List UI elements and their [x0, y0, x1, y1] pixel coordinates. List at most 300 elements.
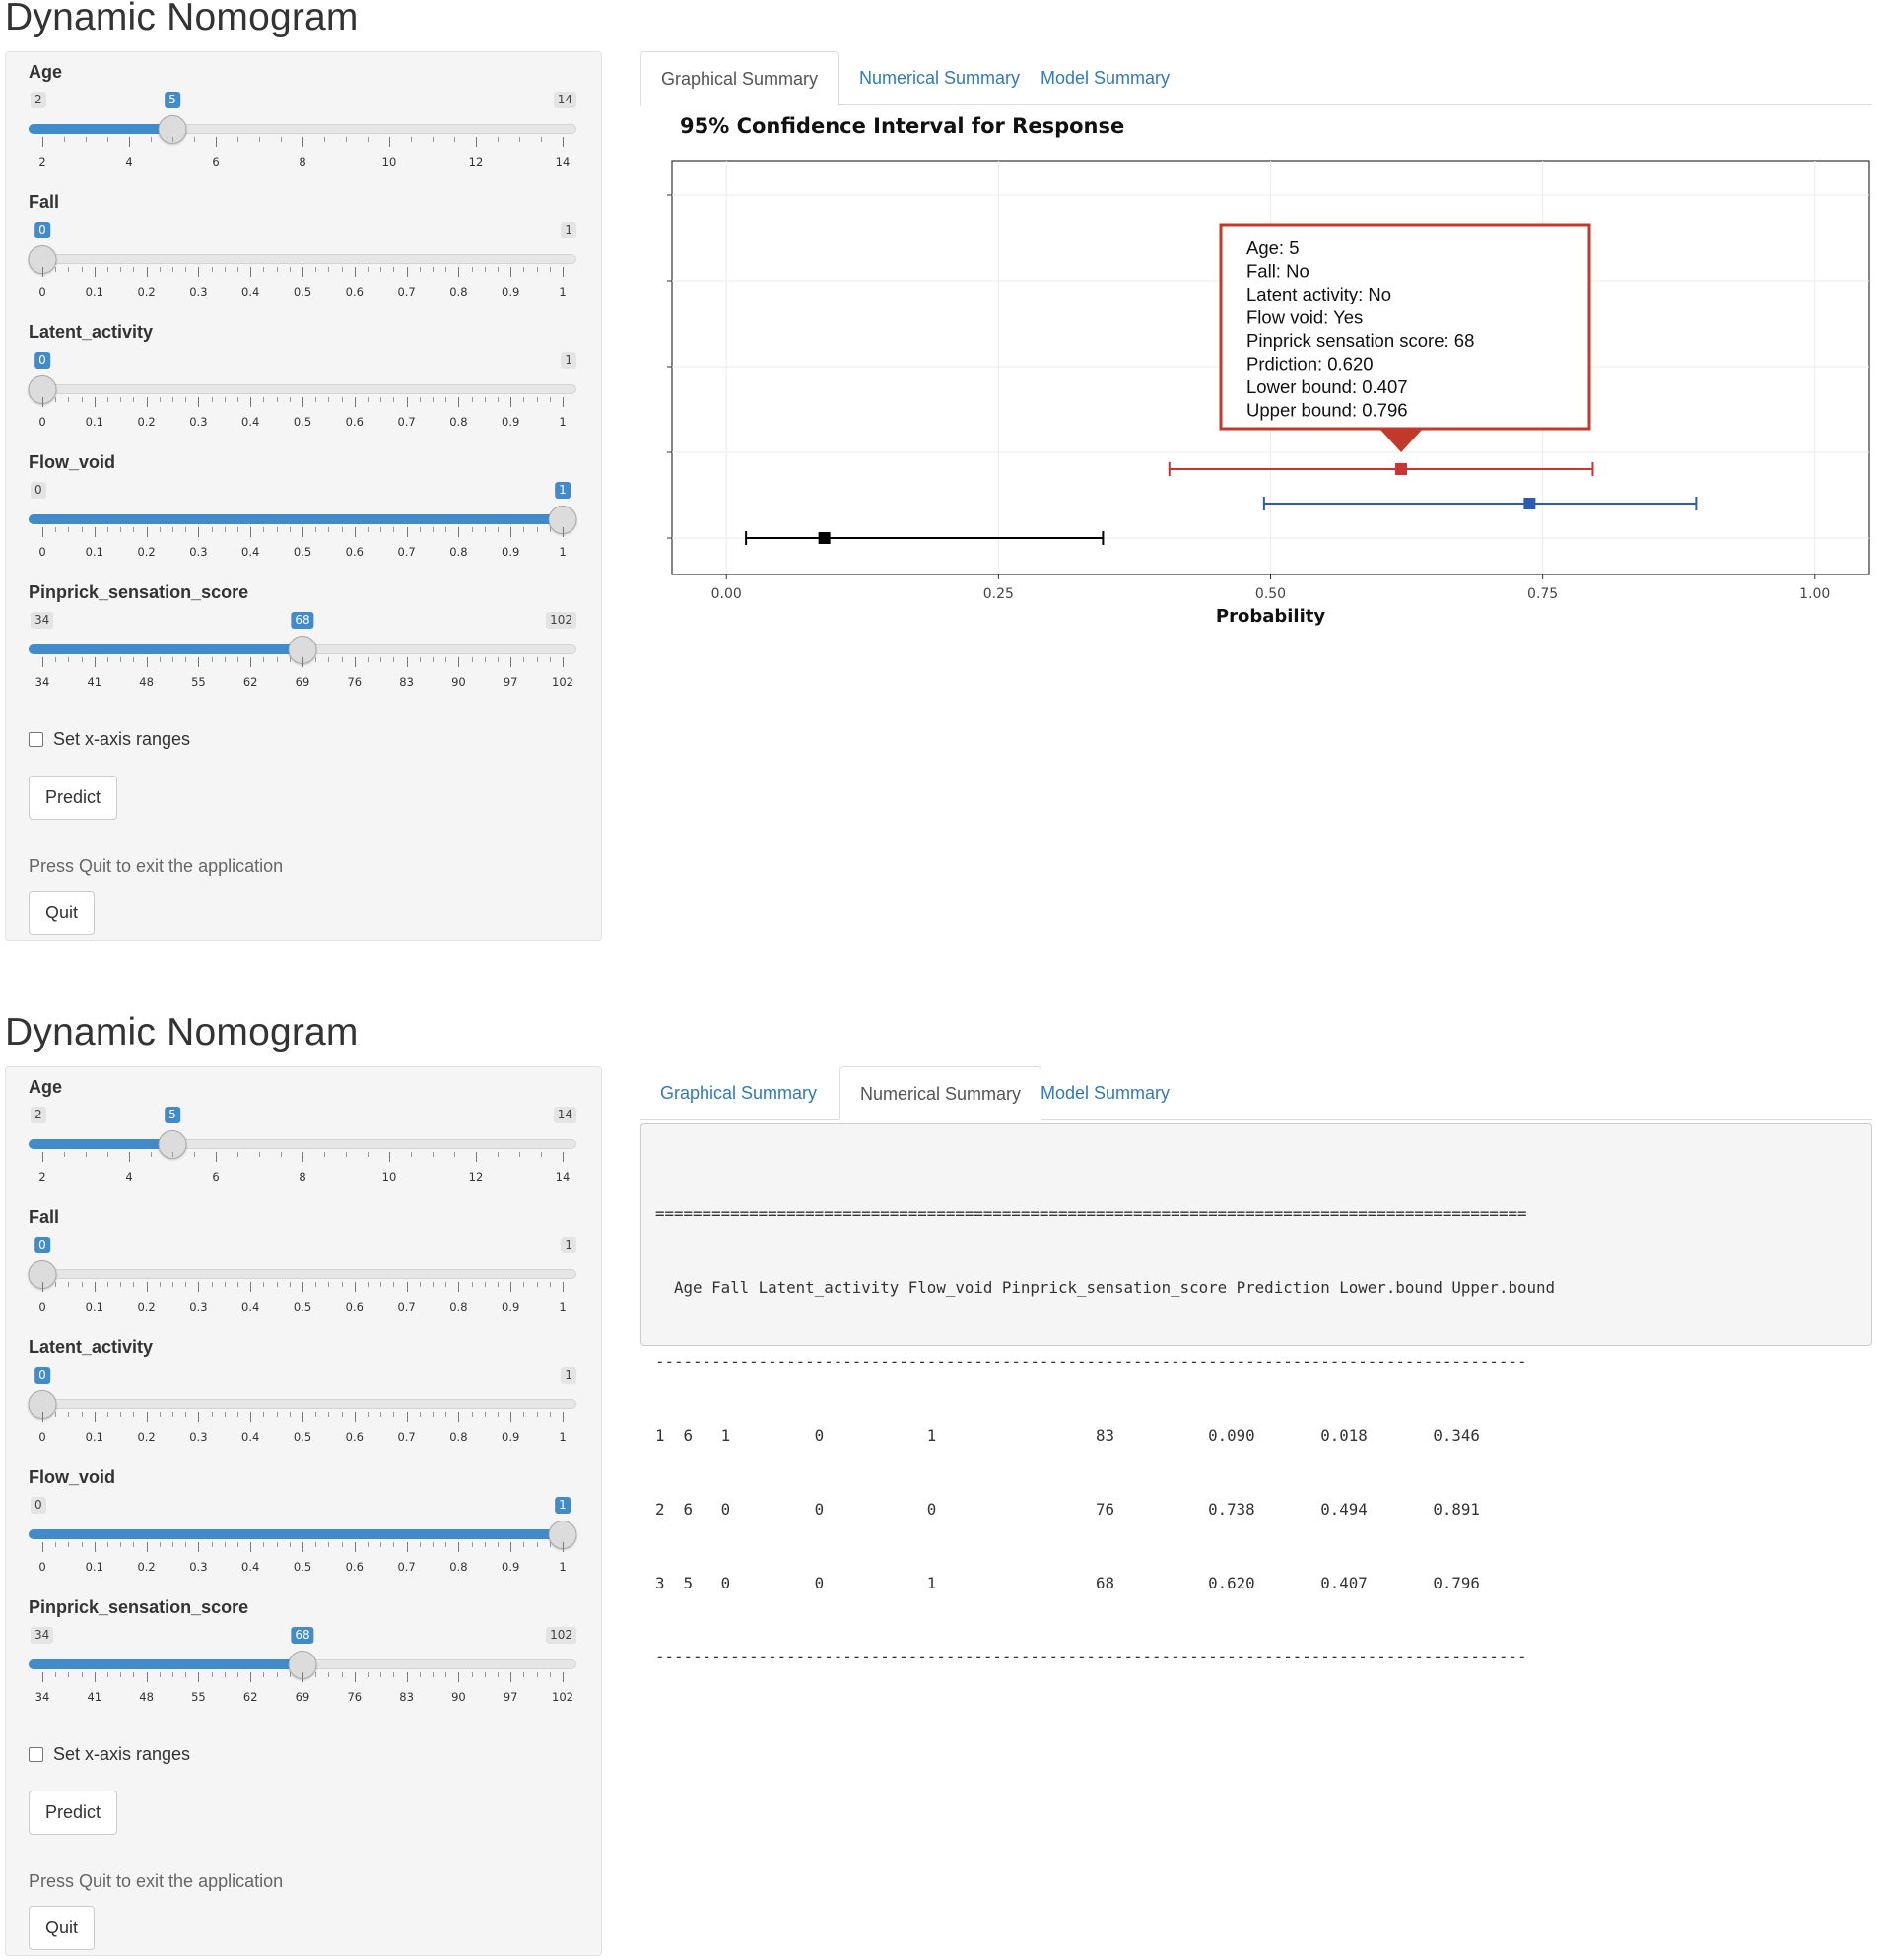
slider-tick	[485, 1412, 486, 1417]
slider-tick	[68, 1282, 69, 1287]
slider-tick	[472, 657, 473, 662]
tab-model-summary[interactable]: Model Summary	[1041, 1083, 1171, 1103]
slider-tick	[212, 1672, 213, 1677]
slider-tick	[498, 1542, 499, 1547]
tooltip-line: Fall: No	[1246, 260, 1309, 282]
slider-tick	[550, 1412, 551, 1417]
slider-tick	[355, 1412, 356, 1422]
slider-tick	[55, 1672, 56, 1677]
slider-tick	[290, 657, 291, 662]
set-x-axis-ranges-checkbox[interactable]	[29, 732, 43, 747]
slider-tick-label: 0.7	[397, 545, 416, 559]
slider-tick	[433, 137, 434, 142]
slider-tick	[368, 1542, 369, 1547]
slider-tick-label: 0	[38, 285, 46, 299]
quit-button[interactable]: Quit	[29, 1906, 95, 1950]
slider-tick	[55, 1542, 56, 1547]
slider-value-badge: 0	[34, 1237, 50, 1253]
slider-tick	[355, 1672, 356, 1682]
slider-tick	[42, 1282, 43, 1292]
slider-tick	[147, 1672, 148, 1682]
slider-tick	[95, 1412, 96, 1422]
slider-tick	[68, 1542, 69, 1547]
slider-tick	[563, 397, 564, 407]
slider-tick-label: 41	[87, 1690, 102, 1704]
slider-tick	[302, 527, 303, 537]
slider-tick	[368, 137, 369, 142]
slider-tick	[147, 1282, 148, 1292]
slider-tick	[42, 657, 43, 667]
slider-tick	[250, 1542, 251, 1552]
slider-flow-void[interactable]	[29, 452, 576, 580]
slider-tick	[259, 137, 260, 142]
table-row: 1 6 1 0 1 83 0.090 0.018 0.346	[655, 1426, 1480, 1445]
predict-button[interactable]: Predict	[29, 776, 117, 820]
slider-track[interactable]	[29, 1399, 576, 1409]
predict-button[interactable]: Predict	[29, 1791, 117, 1835]
slider-tick	[380, 397, 381, 402]
slider-tick	[68, 657, 69, 662]
slider-tick	[172, 267, 173, 272]
slider-tick	[563, 1152, 564, 1162]
slider-tick	[523, 267, 524, 272]
slider-ticks	[29, 1542, 576, 1554]
slider-tick	[537, 527, 538, 532]
slider-tick	[107, 657, 108, 662]
slider-tick	[393, 1542, 394, 1547]
slider-tick	[160, 397, 161, 402]
slider-tick	[458, 527, 459, 537]
slider-tick	[302, 1672, 303, 1682]
slider-tick	[107, 1282, 108, 1287]
slider-tick	[42, 137, 43, 147]
slider-tick	[328, 1412, 329, 1417]
slider-tick	[185, 657, 186, 662]
slider-tick-label: 0.7	[397, 415, 416, 429]
slider-ticks	[29, 397, 576, 409]
set-x-axis-ranges-row[interactable]	[29, 728, 324, 750]
slider-tick	[160, 1412, 161, 1417]
slider-tick	[420, 657, 421, 662]
slider-tick-label: 0.7	[397, 285, 416, 299]
slider-tick	[420, 1672, 421, 1677]
slider-tick-label: 0.5	[293, 1430, 312, 1444]
slider-tick	[172, 1542, 173, 1547]
tab-numerical-summary[interactable]: Numerical Summary	[859, 68, 1021, 88]
slider-tick	[393, 1672, 394, 1677]
slider-tick	[237, 267, 238, 272]
slider-track[interactable]	[29, 1269, 576, 1279]
slider-tick	[380, 657, 381, 662]
slider-tick	[472, 1282, 473, 1287]
slider-tick	[498, 267, 499, 272]
slider-tick	[433, 657, 434, 662]
slider-pinprick-sensation-score[interactable]	[29, 1597, 576, 1725]
slider-tick	[380, 1542, 381, 1547]
slider-tick-label: 0.8	[449, 1430, 468, 1444]
slider-tick	[445, 1412, 446, 1417]
slider-tick-label: 69	[295, 1690, 310, 1704]
slider-tick	[498, 1412, 499, 1417]
slider-tick	[510, 527, 511, 537]
tooltip-line: Prdiction: 0.620	[1246, 353, 1374, 374]
slider-tick	[212, 1282, 213, 1287]
slider-latent-activity[interactable]	[29, 322, 576, 450]
slider-tick	[368, 397, 369, 402]
slider-tick-label: 12	[468, 1170, 484, 1183]
bottom-app	[0, 1011, 1880, 1960]
slider-tick	[537, 1542, 538, 1547]
slider-pinprick-sensation-score[interactable]	[29, 582, 576, 710]
slider-tick	[420, 267, 421, 272]
slider-track[interactable]	[29, 384, 576, 394]
slider-tick	[433, 397, 434, 402]
slider-tick	[82, 1282, 83, 1287]
slider-flow-void[interactable]	[29, 1467, 576, 1595]
slider-latent-activity[interactable]	[29, 1337, 576, 1465]
slider-tick-label: 0.9	[502, 285, 520, 299]
slider-tick	[95, 657, 96, 667]
slider-tick	[107, 1152, 108, 1157]
slider-tick	[510, 657, 511, 667]
slider-max-badge: 14	[554, 92, 576, 108]
slider-tick	[250, 527, 251, 537]
slider-tick	[290, 1412, 291, 1417]
slider-tick	[277, 527, 278, 532]
slider-tick	[393, 397, 394, 402]
slider-tick-label: 0.2	[137, 1560, 156, 1574]
slider-label: Flow_void	[29, 452, 116, 472]
slider-tick	[263, 657, 264, 662]
slider-tick	[550, 1542, 551, 1547]
slider-tick	[342, 1542, 343, 1547]
slider-tick	[290, 1282, 291, 1287]
slider-tick	[420, 527, 421, 532]
slider-tick	[225, 1542, 226, 1547]
slider-tick	[563, 657, 564, 667]
slider-tick-label: 0.2	[137, 545, 156, 559]
slider-tick	[290, 1542, 291, 1547]
slider-tick	[212, 527, 213, 532]
slider-tick	[172, 1412, 173, 1417]
slider-tick-label: 0.5	[293, 1560, 312, 1574]
slider-ticks	[29, 1412, 576, 1424]
slider-tick	[55, 527, 56, 532]
slider-age[interactable]	[29, 62, 576, 190]
slider-tick-label: 0.3	[189, 415, 208, 429]
slider-tick	[498, 657, 499, 662]
slider-tick	[550, 1672, 551, 1677]
slider-tick	[250, 267, 251, 277]
slider-tick	[315, 267, 316, 272]
slider-tick-label: 0.5	[293, 415, 312, 429]
slider-tick	[324, 1152, 325, 1157]
slider-tick	[212, 1412, 213, 1417]
slider-tick	[133, 527, 134, 532]
slider-tick	[498, 1672, 499, 1677]
slider-tick	[225, 527, 226, 532]
slider-tick	[433, 527, 434, 532]
slider-tick	[537, 657, 538, 662]
slider-tick	[120, 657, 121, 662]
slider-fall[interactable]	[29, 1207, 576, 1335]
slider-tick	[407, 1542, 408, 1552]
slider-tick-label: 0.2	[137, 285, 156, 299]
slider-tick-label: 102	[552, 1690, 573, 1704]
slider-tick	[95, 527, 96, 537]
slider-tick	[420, 1542, 421, 1547]
slider-tick-label: 0.4	[241, 1430, 260, 1444]
slider-tick-label: 12	[468, 155, 484, 169]
slider-tick-label: 0.9	[502, 1300, 520, 1314]
slider-max-badge: 1	[561, 1367, 576, 1384]
slider-tick	[346, 137, 347, 142]
slider-tick	[55, 1412, 56, 1417]
slider-tick	[380, 267, 381, 272]
x-tick-label: 0.25	[982, 586, 1014, 602]
slider-tick	[237, 527, 238, 532]
slider-tick	[194, 1152, 195, 1157]
slider-tick-label: 97	[503, 1690, 518, 1704]
x-tick-label: 0.00	[710, 586, 742, 602]
slider-tick	[263, 267, 264, 272]
prediction-point	[819, 532, 831, 544]
slider-tick	[107, 1412, 108, 1417]
slider-fill	[29, 124, 172, 134]
slider-tick	[445, 1672, 446, 1677]
slider-tick	[95, 1672, 96, 1682]
tooltip-line: Upper bound: 0.796	[1246, 399, 1408, 421]
slider-tick-label: 1	[559, 545, 567, 559]
quit-button[interactable]: Quit	[29, 891, 95, 935]
slider-tick	[368, 527, 369, 532]
slider-tick	[185, 267, 186, 272]
tab-graphical-summary[interactable]: Graphical Summary	[640, 51, 839, 106]
slider-tick	[315, 527, 316, 532]
slider-fill	[29, 1659, 302, 1669]
slider-tick	[107, 1672, 108, 1677]
x-tick-label: 0.75	[1527, 586, 1559, 602]
slider-tick	[120, 1672, 121, 1677]
prediction-point	[1523, 498, 1535, 509]
slider-tick	[472, 397, 473, 402]
checkbox-label: Set x-axis ranges	[53, 728, 191, 749]
slider-tick	[277, 397, 278, 402]
slider-value-badge: 5	[165, 92, 180, 108]
slider-tick	[328, 267, 329, 272]
table-row: 3 5 0 0 1 68 0.620 0.407 0.796	[655, 1574, 1480, 1592]
slider-tick	[407, 527, 408, 537]
slider-tick	[107, 1542, 108, 1547]
slider-tick-label: 0.8	[449, 285, 468, 299]
slider-tick	[563, 1542, 564, 1552]
slider-tick	[95, 1282, 96, 1292]
tab-model-summary[interactable]: Model Summary	[1041, 68, 1171, 88]
slider-tick-label: 0.7	[397, 1560, 416, 1574]
slider-tick	[368, 1152, 369, 1157]
slider-tick	[107, 267, 108, 272]
slider-tick	[407, 1282, 408, 1292]
slider-tick	[277, 1282, 278, 1287]
slider-tick	[172, 137, 173, 142]
slider-tick	[380, 1412, 381, 1417]
slider-tick	[82, 657, 83, 662]
slider-tick	[445, 1542, 446, 1547]
slider-tick	[563, 1412, 564, 1422]
slider-tick	[342, 1672, 343, 1677]
slider-max-badge: 1	[561, 1237, 576, 1253]
slider-tick	[225, 657, 226, 662]
tab-graphical-summary[interactable]: Graphical Summary	[660, 1083, 818, 1103]
slider-tick	[277, 1412, 278, 1417]
slider-tick	[407, 397, 408, 407]
tooltip-line: Latent activity: No	[1246, 284, 1392, 304]
slider-tick	[198, 1412, 199, 1422]
slider-tick	[393, 1282, 394, 1287]
slider-tick	[407, 1412, 408, 1422]
slider-tick	[225, 397, 226, 402]
rule-mid: ---------------------------------------------------------------------------------------------	[655, 1352, 1527, 1371]
slider-tick	[302, 137, 303, 147]
slider-tick	[368, 1412, 369, 1417]
slider-tick	[380, 527, 381, 532]
slider-tick	[389, 137, 390, 147]
slider-tick	[445, 397, 446, 402]
slider-tick	[523, 657, 524, 662]
slider-tick-label: 0.2	[137, 415, 156, 429]
slider-tick-label: 6	[212, 155, 220, 169]
slider-tick	[342, 1282, 343, 1287]
slider-tick	[212, 657, 213, 662]
slider-tick	[328, 657, 329, 662]
slider-tick-label: 0.7	[397, 1300, 416, 1314]
slider-tick	[498, 137, 499, 142]
slider-tick	[355, 527, 356, 537]
slider-tick-label: 0.1	[85, 545, 103, 559]
slider-tick	[42, 1152, 43, 1162]
slider-ticks	[29, 657, 576, 669]
slider-tick	[523, 1412, 524, 1417]
slider-tick-label: 0.8	[449, 415, 468, 429]
slider-tick-label: 0.4	[241, 415, 260, 429]
tooltip-line: Age: 5	[1246, 237, 1300, 258]
slider-label: Fall	[29, 1207, 60, 1227]
slider-tick	[315, 1672, 316, 1677]
slider-tick	[250, 1672, 251, 1682]
slider-tick	[133, 267, 134, 272]
slider-tick	[315, 1412, 316, 1417]
slider-tick	[263, 1542, 264, 1547]
slider-tick	[290, 1672, 291, 1677]
slider-tick	[82, 397, 83, 402]
slider-tick	[290, 527, 291, 532]
slider-tick	[393, 527, 394, 532]
slider-tick	[277, 657, 278, 662]
slider-label: Latent_activity	[29, 322, 154, 342]
tab-bar	[640, 1066, 1872, 1120]
slider-age[interactable]	[29, 1077, 576, 1205]
slider-tick	[498, 527, 499, 532]
slider-tick	[445, 527, 446, 532]
slider-tick	[277, 267, 278, 272]
slider-tick	[172, 527, 173, 532]
slider-tick	[355, 1542, 356, 1552]
slider-tick	[133, 1542, 134, 1547]
slider-fall[interactable]	[29, 192, 576, 320]
slider-tick	[537, 1412, 538, 1417]
app-title: Dynamic Nomogram	[5, 1011, 359, 1053]
slider-tick	[550, 657, 551, 662]
set-x-axis-ranges-checkbox[interactable]	[29, 1747, 43, 1762]
slider-tick-label: 0.3	[189, 285, 208, 299]
slider-tick	[237, 1412, 238, 1417]
slider-tick	[454, 137, 455, 142]
slider-tick	[458, 1672, 459, 1682]
slider-tick-label: 0.2	[137, 1430, 156, 1444]
slider-tick	[485, 1672, 486, 1677]
slider-tick-label: 41	[87, 675, 102, 689]
slider-tick	[342, 397, 343, 402]
slider-tick	[302, 1152, 303, 1162]
slider-min-badge: 2	[31, 1107, 46, 1123]
slider-tick	[198, 1542, 199, 1552]
slider-tick	[250, 1412, 251, 1422]
slider-tick-label: 0.6	[345, 545, 364, 559]
slider-ticks	[29, 1152, 576, 1164]
slider-tick	[485, 527, 486, 532]
slider-tick	[550, 527, 551, 532]
slider-tick	[472, 527, 473, 532]
slider-tick	[263, 1282, 264, 1287]
slider-tick-label: 0.3	[189, 1430, 208, 1444]
slider-tick	[237, 657, 238, 662]
slider-tick	[129, 137, 130, 147]
slider-tick-label: 0	[38, 1430, 46, 1444]
slider-tick	[185, 1542, 186, 1547]
slider-tick-label: 0.6	[345, 415, 364, 429]
set-x-axis-ranges-row[interactable]	[29, 1743, 324, 1765]
slider-value-badge: 1	[555, 482, 571, 499]
slider-track[interactable]	[29, 254, 576, 264]
slider-tick-label: 0	[38, 415, 46, 429]
slider-value-badge: 1	[555, 1497, 571, 1514]
slider-ticks	[29, 267, 576, 279]
slider-tick	[64, 1152, 65, 1157]
slider-tick	[458, 1542, 459, 1552]
slider-label: Fall	[29, 192, 60, 212]
slider-tick	[315, 1542, 316, 1547]
slider-tick	[86, 137, 87, 142]
slider-tick	[563, 267, 564, 277]
slider-tick-label: 0.8	[449, 1560, 468, 1574]
slider-tick-label: 0.9	[502, 1560, 520, 1574]
slider-tick	[485, 397, 486, 402]
tab-numerical-summary[interactable]: Numerical Summary	[839, 1066, 1041, 1121]
slider-tick	[485, 1282, 486, 1287]
slider-min-badge: 34	[31, 612, 53, 629]
slider-tick	[277, 1672, 278, 1677]
slider-tick	[212, 397, 213, 402]
slider-tick	[82, 1672, 83, 1677]
numerical-summary-text	[655, 1152, 1555, 1719]
slider-tick-label: 34	[34, 1690, 50, 1704]
slider-tick-label: 0.1	[85, 415, 103, 429]
slider-tick	[185, 397, 186, 402]
slider-tick	[42, 527, 43, 537]
slider-value-badge: 0	[34, 1367, 50, 1384]
slider-tick-label: 8	[299, 155, 306, 169]
slider-tick	[563, 137, 564, 147]
